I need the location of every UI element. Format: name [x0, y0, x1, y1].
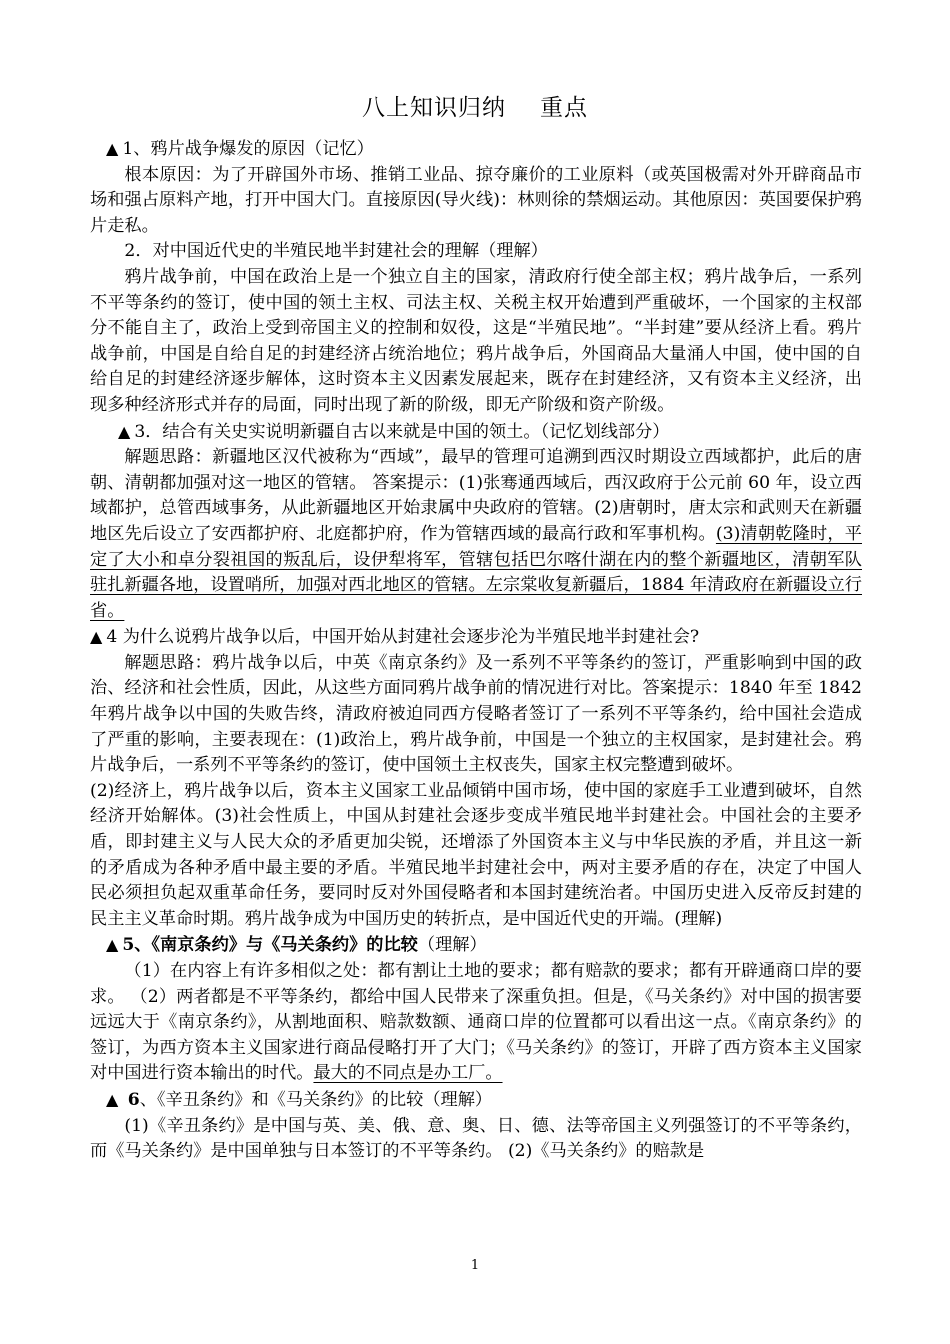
section-4-body-1: 解题思路：鸦片战争以后，中英《南京条约》及一系列不平等条约的签订，严重影响到中国的政治、经济和社会性质，因此，从这些方面同鸦片战争前的情况进行对比。答案提示：1840 年至 1842 年鸦片战争以中国的失败告终，清政府被迫同西方侵略者签订了一系列不平等条约，给中国社会造成了严重的影响，主要表现在：(1)政治上，鸦片战争前，中国是一个独立的主权国家，是封建社会。鸦片战争后，一系列不平等条约的签订，使中国领土主权丧失，国家主权完整遭到破坏。 [90, 652, 862, 776]
page-number: 1 [470, 1258, 480, 1273]
section-2-body: 鸦片战争前，中国在政治上是一个独立自主的国家，清政府行使全部主权；鸦片战争后，一系列不平等条约的签订，使中国的领土主权、司法主权、关税主权开始遭到严重破坏，一个国家的主权部分不能自主了，政治上受到帝国主义的控制和奴役，这是“半殖民地”。“半封建”要从经济上看。鸦片战争前，中国是自给自足的封建经济占统治地位；鸦片战争后，外国商品大量涌人中国，使中国的自给自足的封建经济逐步解体，这时资本主义因素发展起来，既存在封建经济，又有资本主义经济，出现多种经济形式并存的局面，同时出现了新的阶级，即无产阶级和资产阶级。 [90, 266, 862, 415]
section-3-body: 解题思路：新疆地区汉代被称为“西域”，最早的管理可追溯到西汉时期设立西域都护，此后的唐朝、清朝都加强对这一地区的管辖。 答案提示：(1)张骞通西域后，西汉政府于公元前 60 年，设立西域都护，总管西域事务，从此新疆地区开始隶属中央政府的管辖。(2)唐朝时，唐太宗和武则天在新疆地区先后设立了安西都护府、北庭都护府，作为管辖西域的最高行政和军事机构。(3)清朝乾隆时，平定了大小和卓分裂祖国的叛乱后，设伊犁将军，管辖包括巴尔喀什湖在内的整个新疆地区，清朝军队驻扎新疆各地，设置哨所，加强对西北地区的管辖。左宗棠收复新疆后，1884 年清政府在新疆设立行省。 [90, 447, 862, 621]
page-title [0, 96, 950, 122]
title-sub: 重点 [540, 95, 588, 121]
triangle-icon: ▲ [106, 935, 119, 955]
section-6-body: (1)《辛丑条约》是中国与英、美、俄、意、奥、日、德、法等帝国主义列强签订的不平等条约，而《马关条约》是中国单独与日本签订的不平等条约。 (2)《马关条约》的赔款是 [90, 1115, 862, 1162]
title-main: 八上知识归纳 [362, 95, 506, 121]
document-body [90, 136, 862, 1165]
triangle-icon: ▲ [106, 1089, 119, 1109]
section-4-heading: ▲ 4 为什么说鸦片战争以后，中国开始从封建社会逐步沦为半殖民地半封建社会? [90, 624, 862, 651]
underlined-text: 最大的不同点是办工厂。 [313, 1063, 503, 1084]
section-6-heading: ▲ 6、《辛丑条约》和《马关条约》的比较（理解） [90, 1087, 862, 1114]
section-3-heading: ▲ 3．结合有关史实说明新疆自古以来就是中国的领土。（记忆划线部分） [90, 419, 862, 446]
underlined-text: (3)清朝乾隆时，平定了大小和卓分裂祖国的叛乱后，设伊犁将军，管辖包括巴尔喀什湖在内的整个新疆地区，清朝军队驻扎新疆各地，设置哨所，加强对西北地区的管辖。左宗棠收复新疆后，1884 年清政府在新疆设立行省。 [90, 523, 862, 621]
section-4-body-2: (2)经济上，鸦片战争以后，资本主义国家工业品倾销中国市场，使中国的家庭手工业遭到破坏，自然经济开始解体。(3)社会性质上，中国从封建社会逐步变成半殖民地半封建社会。中国社会的主要矛盾，即封建主义与人民大众的矛盾更加尖锐，还增添了外国资本主义与中华民族的矛盾，并且这一新的矛盾成为各种矛盾中最主要的矛盾。半殖民地半封建社会中，两对主要矛盾的存在，决定了中国人民必须担负起双重革命任务，要同时反对外国侵略者和本国封建统治者。中国历史进入反帝反封建的民主主义革命时期。鸦片战争成为中国历史的转折点，是中国近代史的开端。(理解) [90, 780, 862, 929]
section-2-heading: 2．对中国近代史的半殖民地半封建社会的理解（理解） [124, 241, 548, 262]
triangle-icon: ▲ [118, 421, 131, 441]
section-5-body: （1）在内容上有许多相似之处：都有割让土地的要求；都有赔款的要求；都有开辟通商口岸的要求。 （2）两者都是不平等条约，都给中国人民带来了深重负担。但是，《马关条约》对中国的损害要远远大于《南京条约》，从割地面积、赔款数额、通商口岸的位置都可以看出这一点。《南京条约》的签订，为西方资本主义国家进行商品侵略打开了大门；《马关条约》的签订，开辟了西方资本主义国家对中国进行资本输出的时代。最大的不同点是办工厂。 [90, 961, 862, 1084]
triangle-icon: ▲ [106, 139, 119, 158]
section-1-heading: ▲ 1、鸦片战争爆发的原因（记忆） [90, 136, 862, 163]
section-1-body: 根本原因：为了开辟国外市场、推销工业品、掠夺廉价的工业原料（或英国极需对外开辟商品市场和强占原料产地，打开中国大门。直接原因(导火线)：林则徐的禁烟运动。其他原因：英国要保护鸦片走私。 [90, 164, 862, 236]
section-5-heading: ▲ 5、《南京条约》与《马关条约》的比较（理解） [90, 932, 862, 959]
triangle-icon: ▲ [90, 627, 103, 647]
